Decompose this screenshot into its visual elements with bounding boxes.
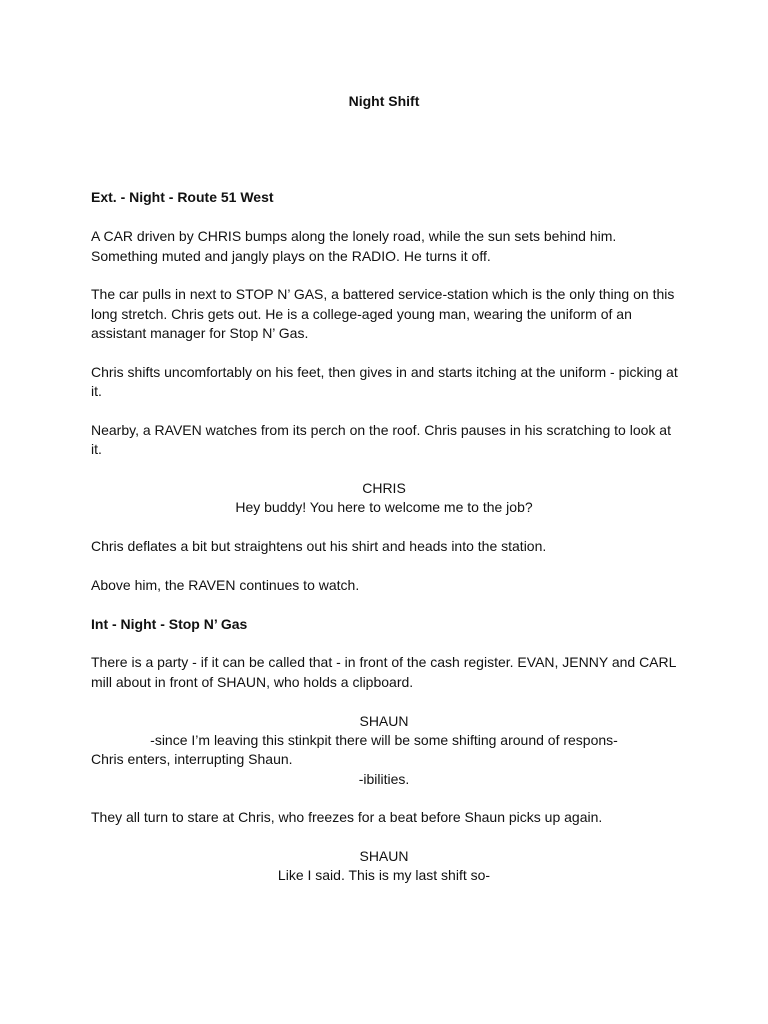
scene-heading-int: Int - Night - Stop N’ Gas <box>91 616 248 632</box>
character-name: SHAUN <box>359 848 409 864</box>
action-line: Nearby, a RAVEN watches from its perch on the roof. Chris pauses in his scratching to look at <box>91 422 671 438</box>
character-name: SHAUN <box>359 713 409 729</box>
action-line: Chris shifts uncomfortably on his feet, then gives in and starts itching at the uniform - picking at <box>91 364 678 380</box>
action-line: Something muted and jangly plays on the RADIO. He turns it off. <box>91 248 491 264</box>
action-line: it. <box>91 383 102 399</box>
dialogue-line: -since I’m leaving this stinkpit there will be some shifting around of respons- <box>150 732 618 748</box>
action-line: There is a party - if it can be called that - in front of the cash register. EVAN, JENNY and CARL <box>91 654 677 670</box>
page-title: Night Shift <box>348 93 420 109</box>
action-line: long stretch. Chris gets out. He is a college-aged young man, wearing the uniform of an <box>91 306 632 322</box>
action-line: Chris enters, interrupting Shaun. <box>91 751 293 767</box>
action-line: Chris deflates a bit but straightens out his shirt and heads into the station. <box>91 538 547 554</box>
action-line: Above him, the RAVEN continues to watch. <box>91 577 360 593</box>
action-line: They all turn to stare at Chris, who freezes for a beat before Shaun picks up again. <box>91 809 603 825</box>
dialogue-line: -ibilities. <box>358 771 410 787</box>
scene-heading-ext: Ext. - Night - Route 51 West <box>91 189 274 205</box>
action-line: mill about in front of SHAUN, who holds a clipboard. <box>91 674 414 690</box>
action-line: A CAR driven by CHRIS bumps along the lonely road, while the sun sets behind him. <box>91 228 617 244</box>
action-line: it. <box>91 441 102 457</box>
dialogue-line: Hey buddy! You here to welcome me to the job? <box>235 499 533 515</box>
action-line: assistant manager for Stop N’ Gas. <box>91 325 309 341</box>
dialogue-line: Like I said. This is my last shift so- <box>277 867 491 883</box>
character-name: CHRIS <box>362 480 406 496</box>
action-line: The car pulls in next to STOP N’ GAS, a battered service-station which is the only thing on this <box>91 286 675 302</box>
